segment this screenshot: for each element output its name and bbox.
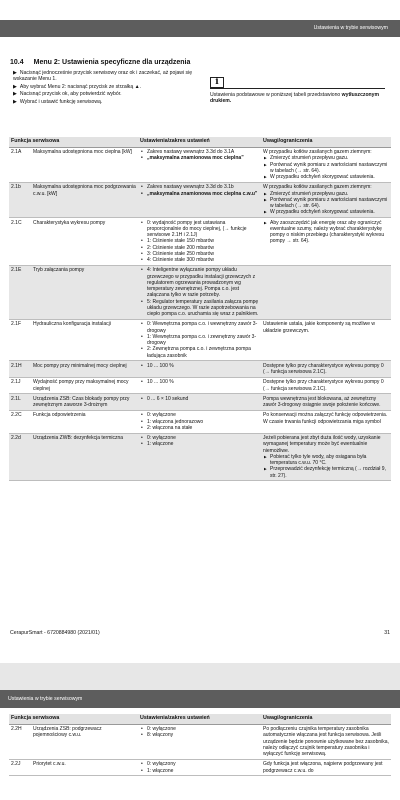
notes-intro: Ustawienie ustala, jakie komponenty są możliwe w układzie grzewczym. [263, 321, 375, 334]
function-code: 2.1C [9, 218, 31, 266]
setting-item: • 0 ... 6 × 10 sekund [140, 396, 259, 402]
function-settings [138, 377, 261, 394]
settings-list [140, 761, 259, 774]
table-row [9, 433, 391, 481]
notes-intro: Pompa wewnętrzna jest blokowana, aż zewnętrzny zawór 3-drogowy osiągnie swoje położenie końcowe. [263, 395, 381, 408]
table-row [9, 410, 391, 433]
info-divider [210, 88, 385, 89]
setting-item: • Zakres nastawy wewnątrz 3.3d do 3.1b [140, 184, 259, 190]
function-code: 2.2C [9, 410, 31, 433]
page-header-title: Ustawienia w trybie serwisowym [8, 695, 83, 702]
function-name: Maksymalna udostępniona moc podgrzewania c.w.u. [kW] [31, 182, 138, 217]
setting-item: • 1: włączone [140, 441, 259, 447]
notes-list [263, 454, 389, 479]
notes-intro: Po podłączeniu czujnika temperatury zasobnika automatycznie włączana jest funkcja serwisowa. Jeśli urządzenie będzie ponownie użytkowane bez zasobnika, należy odłączyć czujnik temperatury zasobnika i wyłączyć funkcję serwisową. [263, 726, 389, 757]
setting-item: • 10 ... 100 % [140, 363, 259, 369]
note-item: ▶ Aby zaoszczędzić jak energię oraz aby ograniczyć ewentualne szumy, należy wybrać charakterystykę pompy o niskim przebiegu (charakterystyki wykresu pompy → str. 64). [263, 220, 389, 245]
settings-list [140, 726, 259, 739]
function-settings [138, 724, 261, 759]
notes-list [263, 155, 389, 180]
table-row [9, 182, 391, 217]
function-name: Funkcja odpowietrzenia [31, 410, 138, 433]
function-settings [138, 433, 261, 481]
notes-list [263, 191, 389, 216]
function-notes [261, 377, 391, 394]
setting-item: • Zakres nastawy wewnątrz 3.3d do 3.1A [140, 149, 259, 155]
function-notes [261, 265, 391, 319]
table-row [9, 377, 391, 394]
arrow-icon: ▶ [13, 69, 17, 76]
function-notes [261, 759, 391, 776]
setting-item: • 1: włączone [140, 768, 259, 774]
note-item: ▶ Porównać wynik pomiaru z wartościami nastawczymi w tabelach (→ str. 64). [263, 197, 389, 210]
setting-item: • 2: włączona na stałe [140, 425, 259, 431]
note-item: ▶ Zmierzyć strumień przepływu gazu. [263, 155, 389, 161]
notes-intro: Po konserwacji można załączyć funkcję odpowietrzenia. W czasie trwania funkcji odpowietrzania miga symbol [263, 412, 388, 425]
setting-item: • 0: wyłączony [140, 761, 259, 767]
setting-item: • 0: wyłączone [140, 726, 259, 732]
settings-list [140, 435, 259, 448]
instruction-step [13, 84, 200, 90]
setting-item: • „maksymalna znamionowa moc cieplna c.w.u” [140, 191, 259, 197]
function-settings [138, 759, 261, 776]
step-text: Nacisnąć przycisk ok, aby potwierdzić wybór. [19, 91, 122, 98]
note-item: ▶ W przypadku odchyleń skorygować ustawienia. [263, 209, 389, 215]
function-notes [261, 433, 391, 481]
page-header [0, 690, 400, 708]
function-notes [261, 410, 391, 433]
settings-list [140, 267, 259, 317]
step-text: Aby wybrać Menu 2: nacisnąć przycisk ze strzałką ▲. [19, 83, 142, 90]
note-item: ▶ Porównać wynik pomiaru z wartościami nastawczymi w tabelach (→ str. 64). [263, 162, 389, 175]
function-settings [138, 265, 261, 319]
function-name: Urządzenia ZSB: podgrzewacz pojemnościowy c.w.u. [31, 724, 138, 759]
table-row [9, 218, 391, 266]
table-row [9, 319, 391, 361]
notes-intro: Dostępne tylko przy charakterystyce wykresu pompy 0 (→ funkcja serwisowa 2.1C). [263, 379, 384, 392]
settings-list [140, 321, 259, 359]
step-text: Wybrać i ustawić funkcję serwisową. [19, 98, 103, 105]
step-text: Nacisnąć jednocześnie przycisk serwisowy oraz ok i zaczekać, aż pojawi się wskazanie Menu 1. [13, 69, 193, 83]
setting-item: • 0: Wewnętrzna pompa c.o. i wewnętrzny zawór 3-drogowy [140, 321, 259, 334]
arrow-icon: ▶ [13, 91, 17, 98]
function-settings [138, 182, 261, 217]
function-notes [261, 218, 391, 266]
section-intro [0, 59, 400, 137]
settings-list [140, 363, 259, 369]
footer-doc-id: CerapurSmart - 6720884980 (2021/01) [10, 630, 100, 636]
setting-item: • 5: Regulator temperatury zasilania załącza pompę układu grzewczego. W razie zapotrzebowania na ciepło pompa c.o. uruchamia się wraz z palnikiem. [140, 299, 259, 318]
header-settings: Ustawienia/zakres ustawień [138, 137, 261, 147]
function-name: Moc pompy przy minimalnej mocy cieplnej [31, 361, 138, 378]
header-notes: Uwagi/ograniczenia [261, 137, 391, 147]
instruction-step [13, 91, 200, 97]
note-item: ▶ Przeprowadzić dezynfekcję termiczną (→ rozdział 9, str. 27). [263, 466, 389, 479]
settings-list [140, 412, 259, 431]
setting-item: • 0: wyłączone [140, 435, 259, 441]
function-code: 2.1L [9, 394, 31, 411]
table-row [9, 724, 391, 759]
table-header-row [9, 137, 391, 147]
function-settings [138, 147, 261, 182]
setting-item: • 1: Wewnętrzna pompa c.o. i zewnętrzny zawór 3-drogowy [140, 334, 259, 347]
service-functions-table-continued [9, 714, 391, 776]
setting-item: • 2: Ciśnienie stałe 200 mbarów [140, 245, 259, 251]
note-item: ▶ Zmierzyć strumień przepływu gazu. [263, 191, 389, 197]
table-row [9, 265, 391, 319]
setting-item: • 0: wydajność pompy jest ustawiana proporcjonalnie do mocy cieplnej, (→ funkcje serwisowe 2.1H i 2.1J) [140, 220, 259, 239]
table-row [9, 759, 391, 776]
settings-list [140, 379, 259, 385]
arrow-icon: ▶ [13, 98, 17, 105]
setting-item: • 4: Inteligentne wyłączanie pompy układu grzewczego w przypadku instalacji grzewczych z regulatorem ogrzewania prowadzonym wg temperatury zewnętrznej. Pompa c.o. jest załączana tylko w razie potrzeby. [140, 267, 259, 298]
page-number: 31 [384, 630, 390, 636]
setting-item: • 2: Zewnętrzna pompa c.o. i zewnętrzna pompa ładująca zasobnik [140, 346, 259, 359]
function-notes [261, 361, 391, 378]
table-header-row [9, 714, 391, 724]
function-notes [261, 394, 391, 411]
function-settings [138, 319, 261, 361]
function-name: Urządzenia ZWB: dezynfekcja termiczna [31, 433, 138, 481]
function-notes [261, 182, 391, 217]
header-function: Funkcja serwisowa [9, 714, 138, 724]
function-notes [261, 724, 391, 759]
function-code: 2.1A [9, 147, 31, 182]
section-number: 10.4 [10, 59, 24, 66]
instruction-step [13, 99, 200, 105]
header-notes: Uwagi/ograniczenia [261, 714, 391, 724]
function-name: Urządzenia ZSB: Czas blokady pompy przy zewnętrznym zaworze 3-drożnym [31, 394, 138, 411]
function-name: Tryb załączania pompy [31, 265, 138, 319]
setting-item: • „maksymalna znamionowa moc cieplna” [140, 155, 259, 161]
function-settings [138, 218, 261, 266]
header-settings: Ustawienia/zakres ustawień [138, 714, 261, 724]
setting-item: • 8: włączony [140, 732, 259, 738]
function-name: Priorytet c.w.u. [31, 759, 138, 776]
settings-list [140, 396, 259, 402]
table-row [9, 394, 391, 411]
setting-item: • 10 ... 100 % [140, 379, 259, 385]
function-code: 2.1H [9, 361, 31, 378]
settings-list [140, 220, 259, 264]
function-settings [138, 361, 261, 378]
section-title: Menu 2: Ustawienia specyficzne dla urządzenia [33, 59, 191, 66]
function-notes [261, 147, 391, 182]
function-code: 2.2H [9, 724, 31, 759]
table-row [9, 361, 391, 378]
instruction-step [13, 70, 200, 83]
function-code: 2.1J [9, 377, 31, 394]
info-icon: i [210, 77, 224, 88]
setting-item: • 3: Ciśnienie stałe 250 mbarów [140, 251, 259, 257]
function-code: 2.1F [9, 319, 31, 361]
function-name: Maksymalna udostępniona moc cieplna [kW] [31, 147, 138, 182]
instruction-steps [10, 70, 200, 105]
function-code: 2.1b [9, 182, 31, 217]
section-heading [10, 59, 390, 68]
function-name: Charakterystyka wykresu pompy [31, 218, 138, 266]
info-text: Ustawienia podstawowe w poniższej tabeli przedstawiono wytłuszczonym drukiem. [210, 92, 380, 105]
settings-list [140, 184, 259, 197]
function-settings [138, 410, 261, 433]
function-code: 2.2J [9, 759, 31, 776]
page-header-title: Ustawienia w trybie serwisowym [313, 25, 388, 32]
service-functions-table [9, 137, 391, 481]
function-code: 2.2d [9, 433, 31, 481]
page-footer [10, 630, 390, 637]
setting-item: • 0: wyłączone [140, 412, 259, 418]
notes-intro: Jeżeli pobierana jest zbyt duża ilość wody, uzyskanie wymaganej temperatury może być ewentualnie niemożliwe. [263, 435, 381, 454]
notes-intro: Dostępne tylko przy charakterystyce wykresu pompy 0 (→ funkcja serwisowa 2.1C). [263, 362, 384, 375]
function-notes [261, 319, 391, 361]
function-settings [138, 394, 261, 411]
setting-item: • 4: Ciśnienie stałe 300 mbarów [140, 257, 259, 263]
arrow-icon: ▶ [13, 83, 17, 90]
notes-intro: W przypadku kotłów zasilanych gazem ziemnym: [263, 184, 372, 191]
notes-list [263, 220, 389, 245]
settings-list [140, 149, 259, 162]
setting-item: • 1: włączona jednorazowo [140, 419, 259, 425]
function-name: Hydrauliczna konfiguracja instalacji [31, 319, 138, 361]
manual-page-next [0, 690, 400, 800]
setting-item: • 1: Ciśnienie stałe 150 mbarów [140, 238, 259, 244]
info-note [210, 77, 390, 105]
note-item: ▶ Pobierać tylko tyle wody, aby osiągana była temperatura c.w.u. 70 °C. [263, 454, 389, 467]
header-function: Funkcja serwisowa [9, 137, 138, 147]
table-row [9, 147, 391, 182]
function-code: 2.1E [9, 265, 31, 319]
notes-intro: Gdy funkcja jest włączona, najpierw podgrzewany jest podgrzewacz c.w.u. do [263, 761, 383, 774]
page-gap [0, 663, 400, 690]
note-item: ▶ W przypadku odchyleń skorygować ustawienia. [263, 174, 389, 180]
notes-intro: W przypadku kotłów zasilanych gazem ziemnym: [263, 149, 372, 155]
page-header [0, 20, 400, 37]
function-name: Wydajność pompy przy maksymalnej mocy cieplnej [31, 377, 138, 394]
